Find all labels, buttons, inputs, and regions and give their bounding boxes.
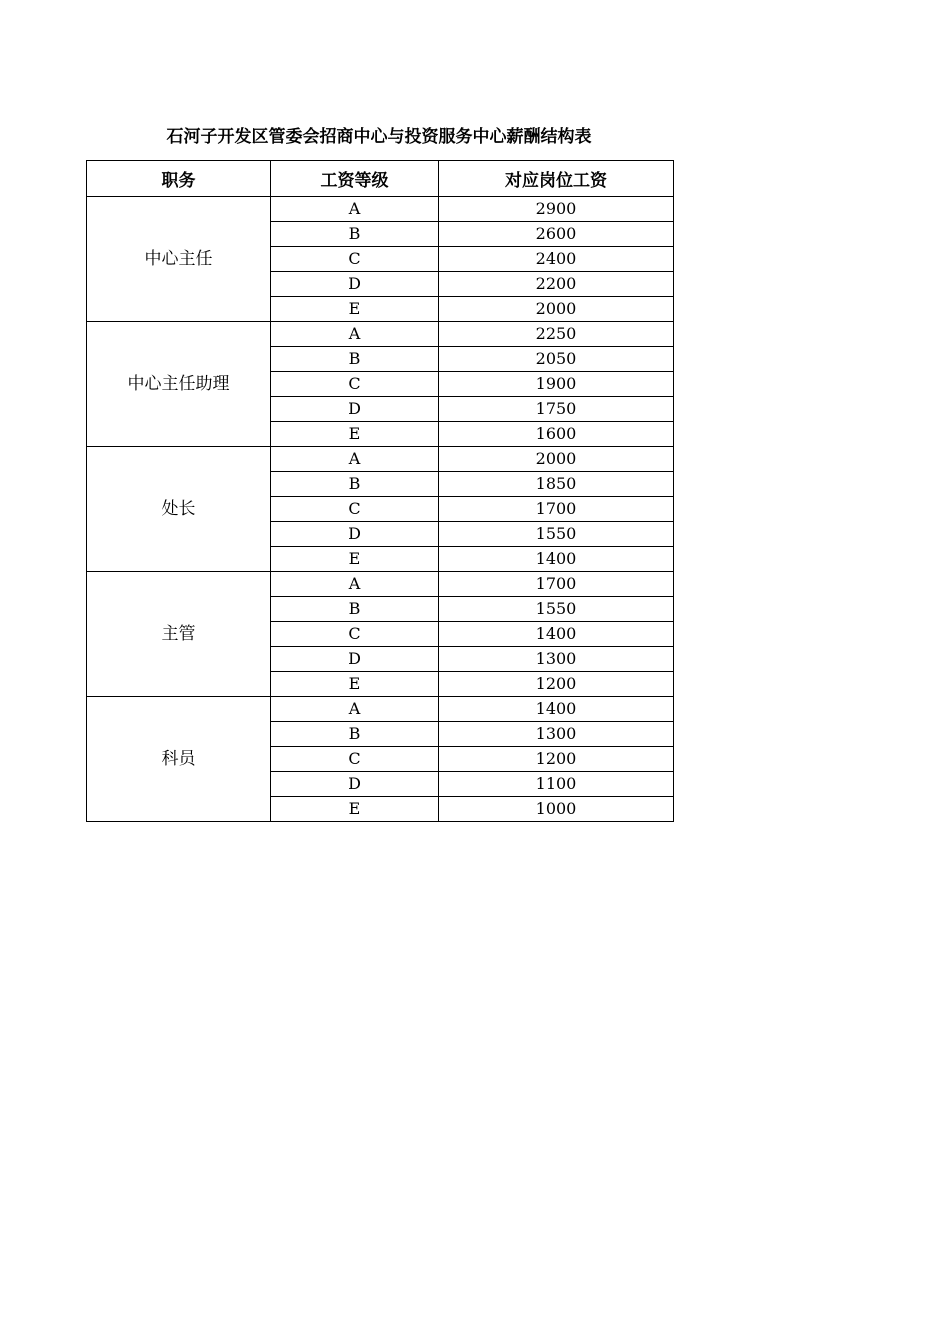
salary-structure-table bbox=[86, 160, 674, 822]
header-salary: 对应岗位工资 bbox=[439, 161, 674, 197]
table-row bbox=[87, 447, 674, 472]
salary-cell: 1400 bbox=[439, 697, 674, 722]
salary-cell: 1400 bbox=[439, 547, 674, 572]
grade-cell: B bbox=[271, 722, 439, 747]
grade-cell: A bbox=[271, 572, 439, 597]
grade-cell: C bbox=[271, 497, 439, 522]
salary-cell: 1400 bbox=[439, 622, 674, 647]
grade-cell: D bbox=[271, 397, 439, 422]
salary-cell: 2200 bbox=[439, 272, 674, 297]
grade-cell: B bbox=[271, 347, 439, 372]
grade-cell: D bbox=[271, 647, 439, 672]
grade-cell: C bbox=[271, 747, 439, 772]
grade-cell: E bbox=[271, 672, 439, 697]
table-header-row bbox=[87, 161, 674, 197]
salary-cell: 2600 bbox=[439, 222, 674, 247]
grade-cell: B bbox=[271, 222, 439, 247]
position-cell: 处长 bbox=[87, 447, 271, 572]
position-cell: 主管 bbox=[87, 572, 271, 697]
grade-cell: C bbox=[271, 622, 439, 647]
grade-cell: A bbox=[271, 697, 439, 722]
salary-cell: 1100 bbox=[439, 772, 674, 797]
position-cell: 科员 bbox=[87, 697, 271, 822]
salary-cell: 2000 bbox=[439, 447, 674, 472]
header-position: 职务 bbox=[87, 161, 271, 197]
salary-cell: 1200 bbox=[439, 747, 674, 772]
position-cell: 中心主任助理 bbox=[87, 322, 271, 447]
salary-cell: 1750 bbox=[439, 397, 674, 422]
salary-cell: 1550 bbox=[439, 522, 674, 547]
salary-cell: 1600 bbox=[439, 422, 674, 447]
grade-cell: A bbox=[271, 447, 439, 472]
grade-cell: A bbox=[271, 197, 439, 222]
grade-cell: D bbox=[271, 772, 439, 797]
salary-cell: 2050 bbox=[439, 347, 674, 372]
salary-cell: 2400 bbox=[439, 247, 674, 272]
salary-cell: 2000 bbox=[439, 297, 674, 322]
grade-cell: D bbox=[271, 522, 439, 547]
salary-cell: 2250 bbox=[439, 322, 674, 347]
salary-cell: 2900 bbox=[439, 197, 674, 222]
salary-cell: 1000 bbox=[439, 797, 674, 822]
grade-cell: B bbox=[271, 472, 439, 497]
table-row bbox=[87, 197, 674, 222]
document-title: 石河子开发区管委会招商中心与投资服务中心薪酬结构表 bbox=[166, 127, 592, 147]
position-cell: 中心主任 bbox=[87, 197, 271, 322]
grade-cell: B bbox=[271, 597, 439, 622]
salary-cell: 1700 bbox=[439, 497, 674, 522]
salary-cell: 1850 bbox=[439, 472, 674, 497]
salary-cell: 1300 bbox=[439, 647, 674, 672]
salary-cell: 1900 bbox=[439, 372, 674, 397]
salary-cell: 1700 bbox=[439, 572, 674, 597]
grade-cell: E bbox=[271, 297, 439, 322]
grade-cell: D bbox=[271, 272, 439, 297]
grade-cell: E bbox=[271, 797, 439, 822]
salary-cell: 1550 bbox=[439, 597, 674, 622]
table-row bbox=[87, 697, 674, 722]
grade-cell: C bbox=[271, 247, 439, 272]
table-row bbox=[87, 572, 674, 597]
grade-cell: E bbox=[271, 422, 439, 447]
salary-cell: 1300 bbox=[439, 722, 674, 747]
grade-cell: C bbox=[271, 372, 439, 397]
salary-cell: 1200 bbox=[439, 672, 674, 697]
table-row bbox=[87, 322, 674, 347]
grade-cell: A bbox=[271, 322, 439, 347]
table-body bbox=[87, 197, 674, 822]
header-grade: 工资等级 bbox=[271, 161, 439, 197]
grade-cell: E bbox=[271, 547, 439, 572]
